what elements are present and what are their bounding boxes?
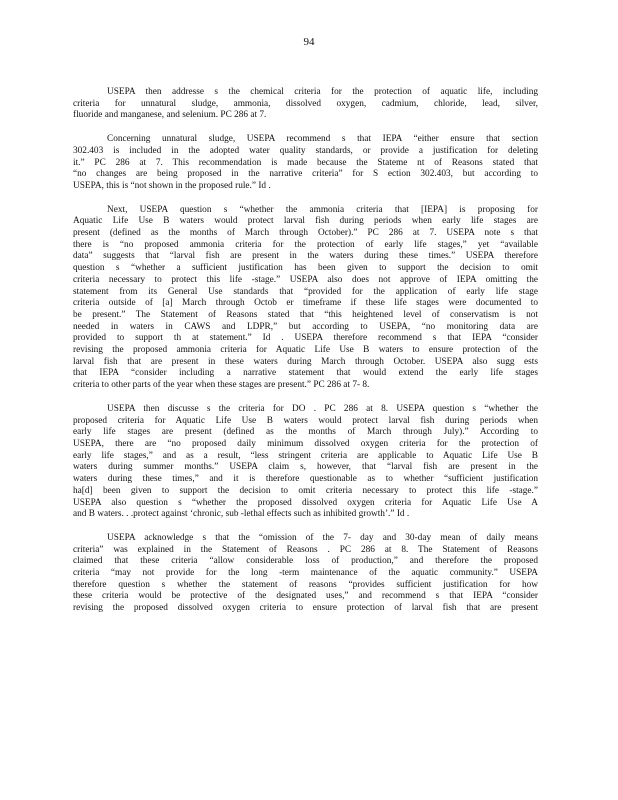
paragraph-line: ha[d] been given to support the decision to omit criteria necessary to protect this life -stage.”	[73, 485, 538, 496]
paragraph-line: fluoride and manganese, and selenium. PC 286 at 7.	[73, 110, 267, 121]
paragraph-line: Concerning unnatural sludge, USEPA recommend s that IEPA “either ensure that section	[107, 134, 538, 145]
paragraph-line: needed in waters in CAWS and LDPR,” but according to USEPA, “no monitoring data are	[73, 321, 538, 332]
paragraph-line: waters during these times,” and it is therefore questionable as to whether “sufficient justification	[73, 474, 538, 485]
paragraph-line: “no changes are being proposed in the narrative criteria” for S ection 302.403, but according to	[73, 169, 538, 180]
paragraph	[73, 533, 538, 615]
document-body	[73, 87, 538, 627]
paragraph-line: proposed criteria for Aquatic Life Use B waters would protect larval fish during periods when	[73, 415, 538, 426]
paragraph-line: criteria for unnatural sludge, ammonia, dissolved oxygen, cadmium, chloride, lead, silver,	[73, 98, 538, 109]
paragraph-line: USEPA, this is “not shown in the proposed rule.” Id .	[73, 180, 271, 191]
paragraph-line: waters during summer months.” USEPA claim s, however, that “larval fish are present in the	[73, 462, 538, 473]
paragraph-line: criteria “may not provide for the long -term maintenance of the aquatic community.” USEPA	[73, 568, 538, 579]
paragraph-line: USEPA, there are “no proposed daily minimum dissolved oxygen criteria for the protection of	[73, 438, 538, 449]
paragraph-line: early life stages,” and as a result, “less stringent criteria are applicable to Aquatic Life Use B	[73, 450, 538, 461]
paragraph-line: larval fish that are present in these waters during March through October. USEPA also sugg ests	[73, 356, 538, 367]
paragraph-line: present (defined as the months of March through October).” PC 286 at 7. USEPA note s that	[73, 228, 538, 239]
paragraph-line: statement from its General Use standards that “provided for the application of early life stage	[73, 286, 538, 297]
paragraph-line: early life stages are present (defined as the months of March through July).” According to	[73, 427, 538, 438]
paragraph-line: and B waters. . .protect against ‘chronic, sub -lethal effects such as inhibited growth’.” Id .	[73, 509, 410, 520]
paragraph-line: criteria” was explained in the Statement of Reasons . PC 286 at 8. The Statement of Reasons	[73, 544, 538, 555]
paragraph-line: criteria necessary to protect this life -stage.” USEPA also does not approve of IEPA omitting the	[73, 274, 538, 285]
paragraph-line: USEPA also question s “whether the proposed dissolved oxygen criteria for Aquatic Life Use A	[73, 497, 538, 508]
paragraph-line: data” suggests that “larval fish are present in the waters during these times.” USEPA therefore	[73, 251, 538, 262]
paragraph-line: be present.” The Statement of Reasons stated that “this heightened level of conservatism is not	[73, 309, 538, 320]
paragraph-line: it.” PC 286 at 7. This recommendation is made because the Stateme nt of Reasons stated that	[73, 157, 538, 168]
paragraph-line: 302.403 is included in the adopted water quality standards, or provide a justification for deleting	[73, 145, 538, 156]
paragraph-line: revising the proposed ammonia criteria for Aquatic Life Use B waters to ensure protection of the	[73, 345, 538, 356]
paragraph	[73, 87, 538, 122]
paragraph-line: that IEPA “consider including a narrative statement that would extend the early life stages	[73, 368, 538, 379]
page-number: 94	[303, 36, 315, 48]
paragraph-line: USEPA then discusse s the criteria for DO . PC 286 at 8. USEPA question s “whether the	[107, 403, 538, 414]
paragraph-line: provided to support th at statement.” Id . USEPA therefore recommend s that IEPA “consider	[73, 333, 538, 344]
paragraph-line: revising the proposed dissolved oxygen criteria to ensure protection of larval fish that are present	[73, 603, 538, 614]
paragraph-line: therefore question s whether the statement of reasons “provides sufficient justification for how	[73, 579, 538, 590]
paragraph	[73, 134, 538, 193]
paragraph	[73, 404, 538, 521]
paragraph-line: there is “no proposed ammonia criteria for the protection of early life stages,” yet “available	[73, 239, 538, 250]
paragraph-line: USEPA then addresse s the chemical criteria for the protection of aquatic life, including	[107, 87, 538, 97]
paragraph	[73, 205, 538, 392]
paragraph-line: Aquatic Life Use B waters would protect larval fish during periods when early life stages are	[73, 216, 538, 227]
paragraph-line: these criteria would be protective of the designated uses,” and recommend s that IEPA “consider	[73, 591, 538, 602]
paragraph-line: claimed that these criteria “allow considerable loss of production,” and therefore the proposed	[73, 556, 538, 567]
paragraph-line: criteria outside of [a] March through Octob er timeframe if these life stages were documented to	[73, 298, 538, 309]
paragraph-line: criteria to other parts of the year when these stages are present.” PC 286 at 7- 8.	[73, 380, 370, 391]
paragraph-line: USEPA acknowledge s that the “omission of the 7- day and 30-day mean of daily means	[107, 532, 538, 543]
paragraph-line: question s “whether a sufficient justification has been given to support the decision to omit	[73, 263, 538, 274]
paragraph-line: Next, USEPA question s “whether the ammonia criteria that [IEPA] is proposing for	[107, 204, 538, 215]
